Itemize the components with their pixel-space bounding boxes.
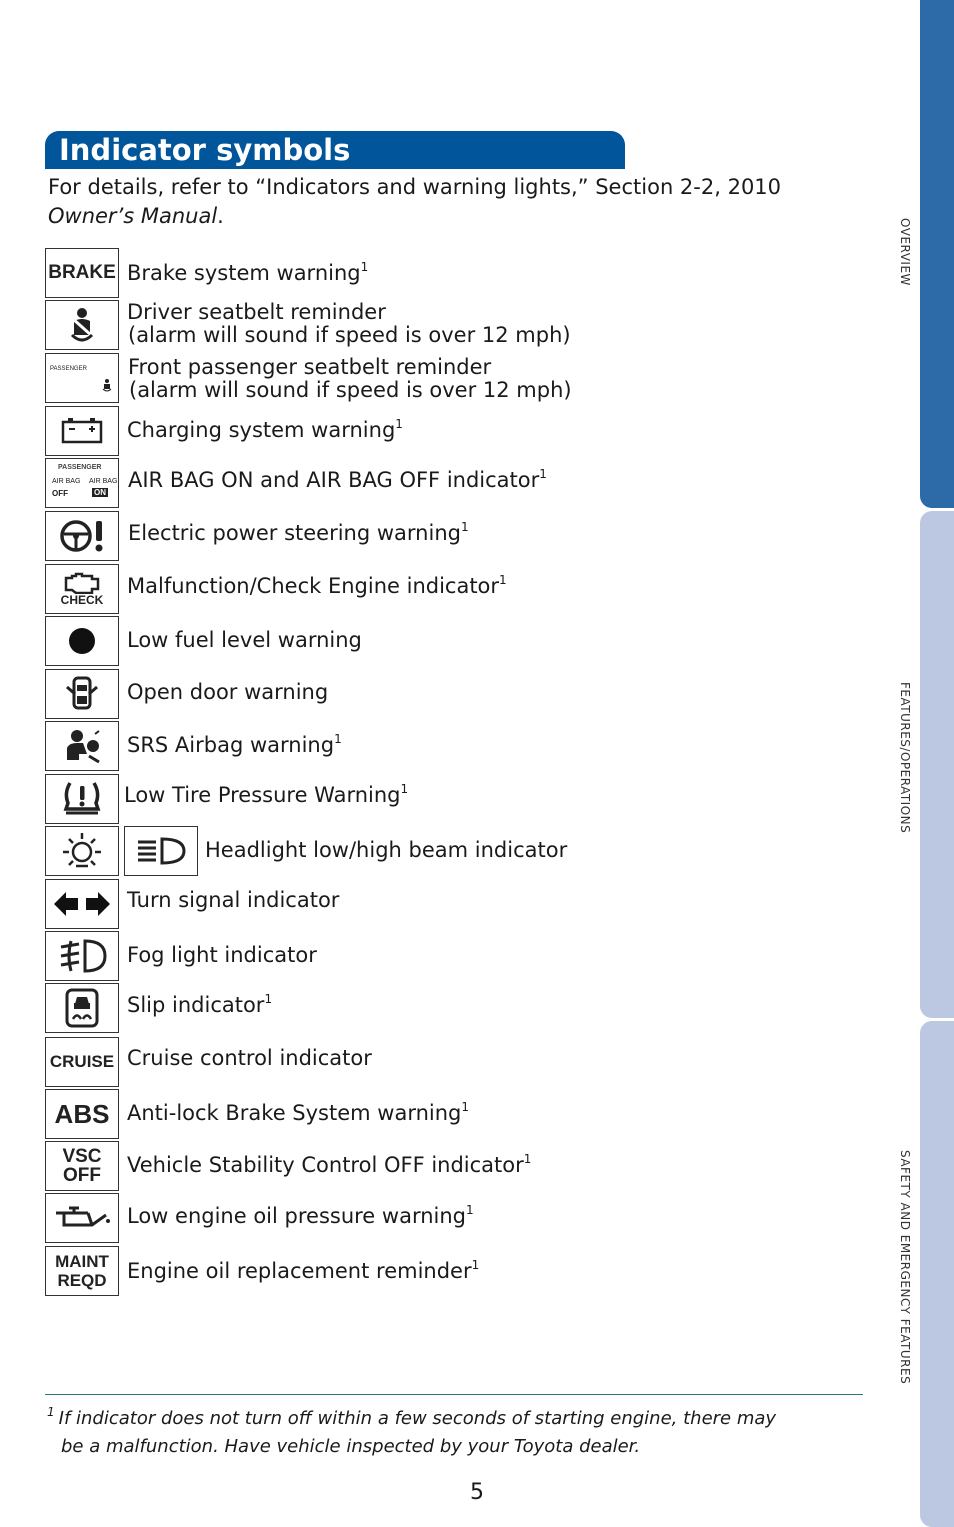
airbag-on-off-icon (45, 458, 119, 508)
page-number: 5 (470, 1480, 484, 1505)
footnote-mark: 1 (47, 1405, 55, 1419)
passenger-seatbelt-label: Front passenger seatbelt reminder (128, 355, 492, 379)
fuel-dot-icon (45, 616, 119, 666)
steering-wheel-warning-icon (45, 511, 119, 561)
slip-icon (45, 983, 119, 1033)
footnote-marker: 1 (334, 732, 342, 746)
headlight-high-icon (124, 826, 198, 876)
abs-text-icon (45, 1089, 119, 1139)
maint-reqd-label: Engine oil replacement reminder (127, 1259, 472, 1283)
fog-light-label: Fog light indicator (127, 943, 317, 967)
power-steering-label: Electric power steering warning (128, 521, 461, 545)
footnote-line-2: be a malfunction. Have vehicle inspected by your Toyota dealer. (61, 1436, 641, 1457)
indicator-label (124, 784, 408, 807)
indicator-label (127, 575, 507, 598)
tab-overview[interactable] (920, 0, 954, 508)
abs-label: Anti-lock Brake System warning (127, 1101, 462, 1125)
indicator-label (127, 1047, 372, 1070)
open-door-icon (45, 669, 119, 719)
passenger-seatbelt-mini-icon (101, 378, 113, 392)
footnote-marker: 1 (461, 1100, 470, 1114)
cruise-label: Cruise control indicator (127, 1046, 372, 1070)
footnote-marker: 1 (499, 573, 507, 587)
footnote-marker: 1 (466, 1203, 474, 1217)
airbag-icon-passenger: PASSENGER (58, 464, 102, 471)
tab-features-operations[interactable] (920, 511, 954, 1018)
airbag-on-off-label: AIR BAG ON and AIR BAG OFF indicator (128, 468, 540, 492)
oil-pressure-label: Low engine oil pressure warning (127, 1204, 466, 1228)
open-door-label: Open door warning (127, 680, 329, 704)
slip-label: Slip indicator (127, 993, 265, 1017)
vsc-off-text-icon (45, 1141, 119, 1191)
maint-icon-text: MAINT (55, 1252, 109, 1271)
maint-reqd-text-icon (45, 1246, 119, 1296)
intro-sentence: For details, refer to “Indicators and warning lights,” Section 2-2, 2010 (48, 175, 782, 199)
footnote-marker: 1 (460, 520, 469, 534)
indicator-label (127, 1205, 474, 1228)
tab-safety-emergency[interactable] (920, 1021, 954, 1527)
fog-light-icon (45, 931, 119, 981)
check-engine-label: Malfunction/Check Engine indicator (127, 574, 500, 598)
driver-seatbelt-label: Driver seatbelt reminder (127, 300, 386, 324)
indicator-label (127, 1260, 479, 1283)
indicator-label (127, 419, 403, 442)
footnote-line-1: If indicator does not turn off within a few seconds of starting engine, there may (58, 1408, 777, 1429)
passenger-seatbelt-icon (45, 353, 119, 403)
indicator-label (127, 1154, 531, 1177)
indicator-label (128, 469, 547, 492)
oil-can-icon (45, 1193, 119, 1243)
indicator-label (127, 889, 339, 912)
srs-airbag-icon (45, 721, 119, 771)
indicator-label (127, 1102, 469, 1125)
passenger-icon-text: PASSENGER (50, 366, 87, 372)
check-engine-icon-text: CHECK (60, 593, 104, 607)
footnote-marker: 1 (360, 260, 369, 274)
indicator-label (127, 944, 317, 967)
indicator-label (127, 262, 368, 285)
headlight-low-icon (45, 826, 119, 876)
battery-icon (45, 406, 119, 456)
tire-pressure-label: Low Tire Pressure Warning (124, 783, 401, 807)
vsc-off-icon-text: OFF (63, 1165, 101, 1186)
indicator-label (127, 301, 571, 347)
vsc-icon-text: VSC (62, 1146, 102, 1167)
turn-signal-icon (45, 879, 119, 929)
airbag-icon-airbag-right: AIR BAG (89, 478, 118, 485)
intro-text (48, 173, 848, 231)
indicator-label (128, 356, 572, 402)
srs-airbag-label: SRS Airbag warning (127, 733, 335, 757)
charging-label: Charging system warning (127, 418, 396, 442)
indicator-label (127, 994, 272, 1017)
low-fuel-label: Low fuel level warning (127, 628, 362, 652)
engine-outline-icon (62, 572, 102, 594)
indicator-label (128, 522, 469, 545)
brake-text-icon (45, 248, 119, 298)
intro-period: . (217, 204, 224, 228)
tab-label-features-operations: FEATURES/OPERATIONS (898, 682, 912, 834)
passenger-seatbelt-sublabel: (alarm will sound if speed is over 12 mph) (129, 378, 572, 402)
check-engine-icon (45, 564, 119, 614)
airbag-icon-on: ON (94, 488, 106, 497)
footnote-marker: 1 (523, 1152, 532, 1166)
indicator-label (127, 681, 328, 704)
driver-seatbelt-sublabel: (alarm will sound if speed is over 12 mph) (128, 323, 571, 347)
seatbelt-icon (45, 300, 119, 350)
page-title: Indicator symbols (45, 131, 625, 169)
indicator-label (127, 629, 362, 652)
reqd-icon-text: REQD (57, 1271, 107, 1290)
footnote-marker: 1 (395, 417, 403, 431)
indicator-label (127, 734, 342, 757)
brake-icon-text: BRAKE (48, 262, 116, 283)
tire-pressure-icon (45, 774, 119, 824)
footnote-marker: 1 (539, 467, 547, 481)
footnote-marker: 1 (400, 782, 409, 796)
owners-manual-reference: Owner’s Manual (48, 204, 218, 228)
tab-label-overview: OVERVIEW (898, 218, 912, 286)
cruise-text-icon (45, 1037, 119, 1087)
cruise-icon-text: CRUISE (49, 1052, 115, 1071)
tab-label-safety-emergency: SAFETY AND EMERGENCY FEATURES (898, 1150, 912, 1385)
footnote (47, 1398, 847, 1461)
footnote-marker: 1 (264, 992, 273, 1006)
indicator-label (205, 839, 567, 862)
footnote-divider (45, 1394, 863, 1395)
brake-label: Brake system warning (127, 261, 361, 285)
turn-signal-label: Turn signal indicator (127, 888, 340, 912)
abs-icon-text: ABS (54, 1098, 110, 1129)
airbag-icon-off: OFF (52, 489, 68, 498)
footnote-marker: 1 (471, 1258, 480, 1272)
headlight-label: Headlight low/high beam indicator (205, 838, 568, 862)
vsc-off-label: Vehicle Stability Control OFF indicator (127, 1153, 524, 1177)
airbag-icon-airbag-left: AIR BAG (52, 478, 81, 485)
